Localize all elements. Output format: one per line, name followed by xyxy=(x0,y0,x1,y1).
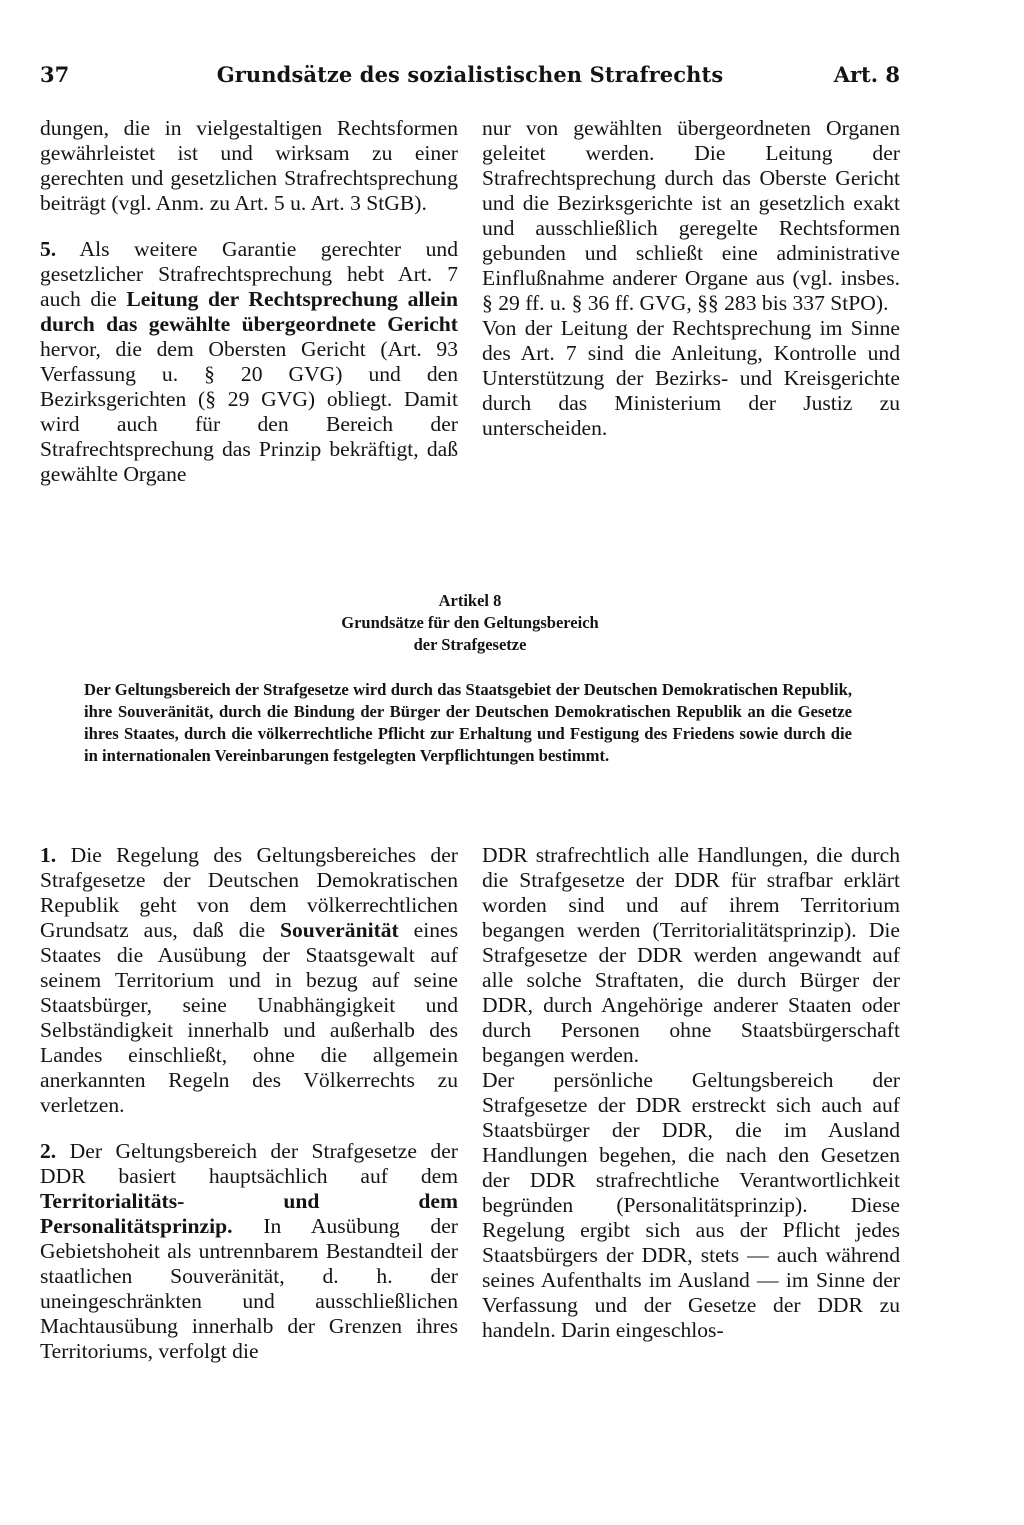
article-heading xyxy=(40,590,900,656)
paragraph-1: 1. Die Regelung des Geltungsbereiches der Strafgesetze der Deutschen Demokratischen Republik geht von dem völkerrechtlichen Grundsatz aus, daß die Souveränität eines Staates die Ausübung der Staatsgewalt auf seinem Territorium und in bezug auf seine Staatsbürger, seine Unabhängigkeit und Selbständigkeit innerhalb und außerhalb des Landes einschließt, ohne die allgemein anerkannten Regeln des Völkerrechts zu verletzen. xyxy=(40,843,458,1117)
paragraph-2: 2. Der Geltungsbereich der Strafgesetze der DDR basiert hauptsächlich auf dem Territorialitäts- und dem Personalitätsprinzip. In Ausübung der Gebietshoheit als untrennbarem Bestandteil der staatlichen Souveränität, d. h. der uneingeschränkten und ausschließlichen Machtausübung innerhalb der Grenzen ihres Territoriums, verfolgt die xyxy=(40,1139,458,1363)
paragraph-number: 2. xyxy=(40,1139,57,1163)
bottom-right-column xyxy=(482,843,900,1343)
article-lead-paragraph: Der Geltungsbereich der Strafgesetze wird durch das Staatsgebiet der Deutschen Demokratischen Republik, ihre Souveränität, durch die Bindung der Bürger der Deutschen Demokratischen Republik an die Gesetze ihres Staates, durch die völkerrechtliche Pflicht zur Erhaltung und Festigung des Friedens sowie durch die in internationalen Vereinbarungen festgelegten Verpflichtungen bestimmt. xyxy=(84,680,852,765)
page-number: 37 xyxy=(40,62,70,87)
emphasis: Territorialitäts- und dem Personalitätsprinzip. xyxy=(40,1189,458,1238)
emphasis: Leitung der Rechtsprechung allein durch das gewählte übergeordnete Gericht xyxy=(40,287,458,336)
paragraph: Der persönliche Geltungsbereich der Strafgesetze der DDR erstreckt sich auch auf Staatsbürger der DDR, die im Ausland Handlungen begehen, die nach den Gesetzen der DDR strafrechtliche Verantwortlichkeit begründen (Personalitätsprinzip). Diese Regelung ergibt sich aus der Pflicht jedes Staatsbürgers der DDR, stets — auch während seines Aufenthalts im Ausland — im Sinne der Verfassung und der Gesetze der DDR zu handeln. Darin eingeschlos- xyxy=(482,1068,900,1342)
article-text xyxy=(84,679,852,767)
running-title: Grundsätze des sozialistischen Strafrechts xyxy=(216,62,724,87)
paragraph: nur von gewählten übergeordneten Organen geleitet werden. Die Leitung der Strafrechtsprechung durch das Oberste Gericht und die Bezirksgerichte ist an gesetzlich exakt und ausschließlich geregelte Rechtsformen gebunden und schließt eine administrative Einflußnahme anderer Organe aus (vgl. insbes. § 29 ff. u. § 36 ff. GVG, §§ 283 bis 337 StPO). xyxy=(482,116,900,315)
paragraph: Von der Leitung der Rechtsprechung im Sinne des Art. 7 sind die Anleitung, Kontrolle und Unterstützung der Bezirks- und Kreisgerichte durch das Ministerium der Justiz zu unterscheiden. xyxy=(482,316,900,440)
top-right-column xyxy=(482,116,900,441)
article-reference: Art. 8 xyxy=(833,62,900,87)
emphasis: Souveränität xyxy=(279,918,399,942)
paragraph-number: 1. xyxy=(40,843,57,867)
article-label: Artikel 8 xyxy=(438,591,502,610)
paragraph: dungen, die in vielgestaltigen Rechtsformen gewährleistet ist und wirksam zu einer gerechten und gesetzlichen Strafrechtsprechung beiträgt (vgl. Anm. zu Art. 5 u. Art. 3 StGB). xyxy=(40,116,458,215)
running-header xyxy=(40,62,900,98)
paragraph-5: 5. Als weitere Garantie gerechter und gesetzlicher Strafrechtsprechung hebt Art. 7 auch die Leitung der Rechtsprechung allein durch das gewählte übergeordnete Gericht hervor, die dem Obersten Gericht (Art. 93 Verfassung u. § 20 GVG) und den Bezirksgerichten (§ 29 GVG) obliegt. Damit wird auch für den Bereich der Strafrechtsprechung das Prinzip bekräftigt, daß gewählte Organe xyxy=(40,237,458,486)
paragraph-number: 5. xyxy=(40,237,57,261)
bottom-left-column xyxy=(40,843,458,1364)
article-title-line-1: Grundsätze für den Geltungsbereich xyxy=(341,613,599,632)
paragraph: DDR strafrechtlich alle Handlungen, die durch die Strafgesetze der DDR für strafbar erklärt worden sind und auf ihrem Territorium begangen werden (Territorialitätsprinzip). Die Strafgesetze der DDR werden angewandt auf alle solche Straftaten, die durch Bürger der DDR, durch Angehörige anderer Staaten oder durch Personen ohne Staatsbürgerschaft begangen werden. xyxy=(482,843,900,1067)
article-title-line-2: der Strafgesetze xyxy=(413,635,527,654)
top-left-column xyxy=(40,116,458,487)
